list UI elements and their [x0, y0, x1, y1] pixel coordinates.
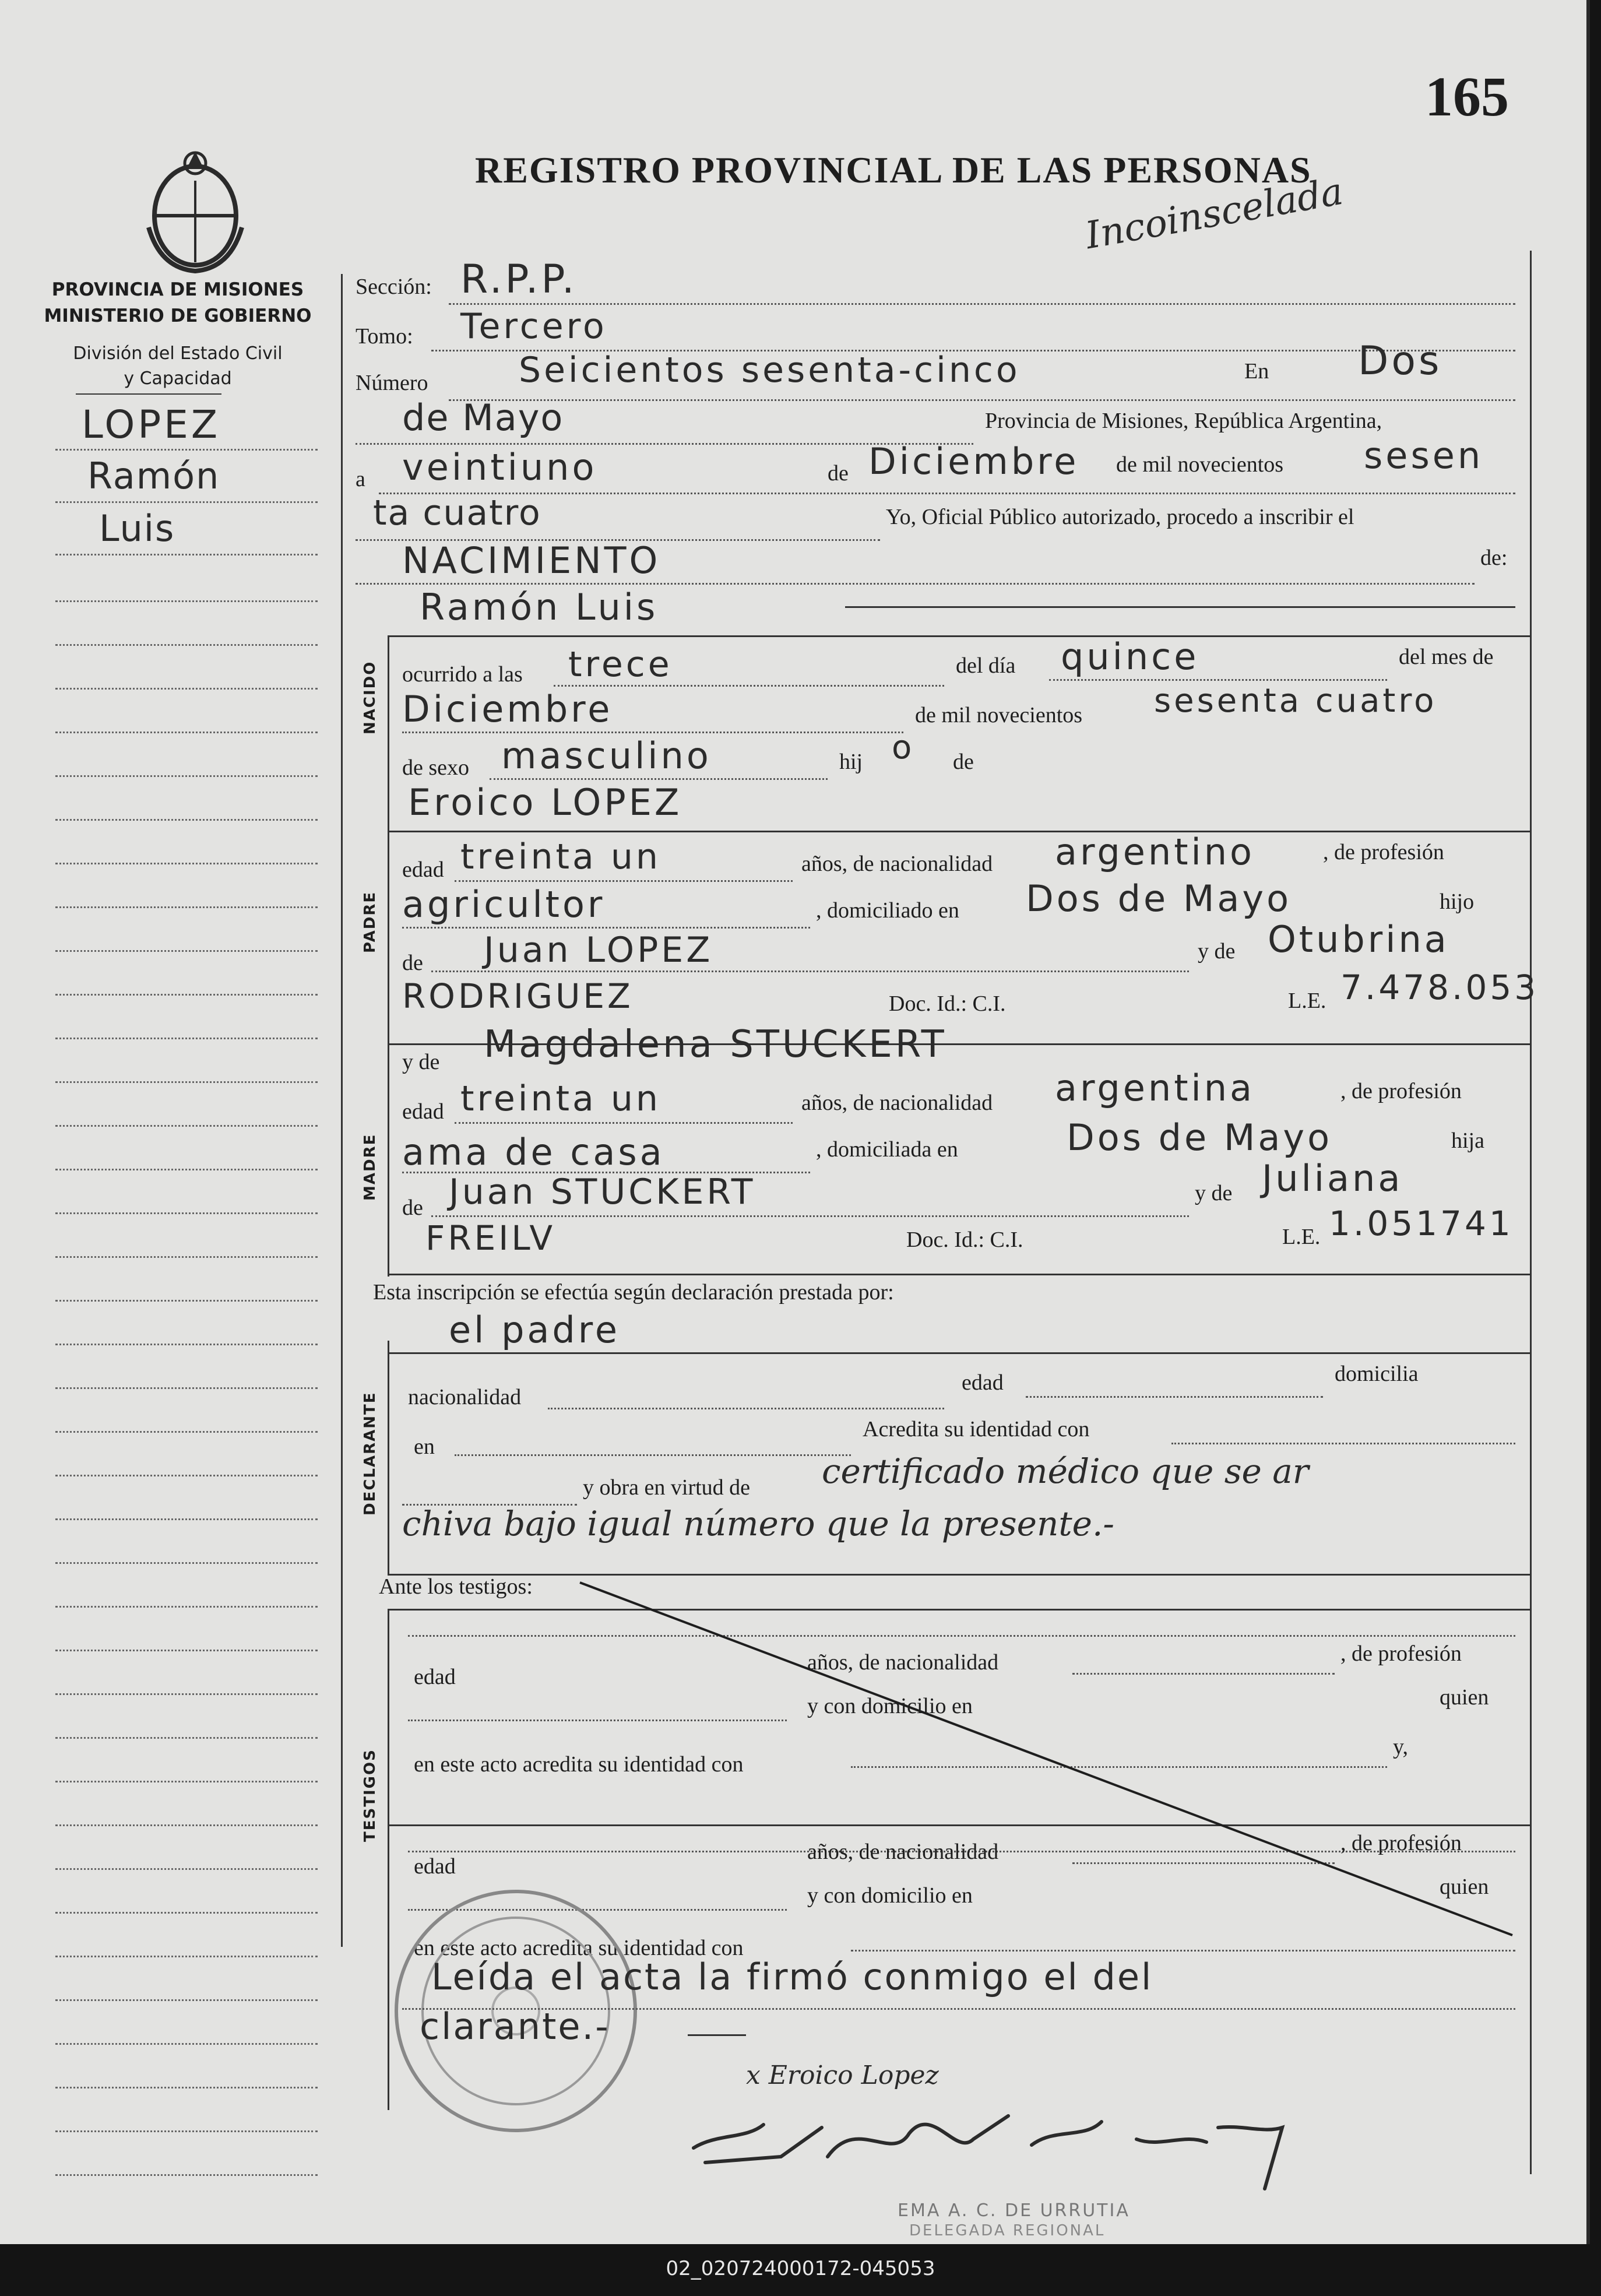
- testigo1-edad-label: edad: [414, 1665, 456, 1689]
- padre-apellido: RODRIGUEZ: [402, 976, 634, 1016]
- declarante-section-label: DECLARANTE: [361, 1391, 379, 1516]
- padre-padre-de: Juan LOPEZ: [484, 930, 713, 971]
- mes-label: del mes de: [1399, 645, 1494, 669]
- declarante-domicilia-label: domicilia: [1335, 1362, 1419, 1386]
- top-annotation: Incoinscelada: [1082, 170, 1346, 258]
- declarante-acredita-label: Acredita su identidad con: [863, 1417, 1090, 1441]
- padre-hijo-label: hijo: [1440, 889, 1475, 914]
- madre-section-label: MADRE: [361, 1133, 379, 1201]
- de2-label: de:: [1480, 546, 1508, 570]
- margin-surname: LOPEZ: [82, 402, 221, 447]
- padre-le-label: L.E.: [1288, 989, 1326, 1013]
- sexo-value: masculino: [501, 734, 712, 777]
- declarant-signature: x Eroico Lopez: [746, 2061, 939, 2090]
- madre-le-label: L.E.: [1282, 1225, 1321, 1249]
- a-label: a: [356, 467, 365, 491]
- padre-section-label: PADRE: [361, 891, 379, 953]
- padre-prof-label: , de profesión: [1323, 840, 1444, 864]
- declarante-obra-value-2: chiva bajo igual número que la presente.-: [402, 1504, 1115, 1543]
- closing-line-2: clarante.-: [420, 2005, 610, 2048]
- sexo-label: de sexo: [402, 755, 470, 780]
- image-caption: 02_020724000172-045053: [666, 2257, 935, 2280]
- dept-line-2: MINISTERIO DE GOBIERNO: [44, 305, 312, 326]
- madre-doc-label: Doc. Id.: C.I.: [906, 1228, 1023, 1252]
- madre-madre-de: Juliana: [1262, 1157, 1403, 1200]
- testigo2-edad-label: edad: [414, 1854, 456, 1879]
- nacido-mil-label: de mil novecientos: [915, 703, 1083, 727]
- madre-yde2-label: y de: [1195, 1181, 1233, 1205]
- closing-dash: [688, 2034, 746, 2036]
- en-value: Dos: [1358, 338, 1442, 384]
- madre-nombre-value: Magdalena STUCKERT: [484, 1023, 947, 1066]
- hij-label: hij: [839, 750, 863, 774]
- padre-yde-label: y de: [1198, 939, 1236, 964]
- declaracion-value: el padre: [449, 1309, 621, 1351]
- padre-dom-label: , domiciliado en: [816, 898, 959, 923]
- hij-value: o: [892, 729, 915, 766]
- dept-line-1: PROVINCIA DE MISIONES: [51, 279, 304, 300]
- madre-de-label: de: [402, 1196, 423, 1220]
- testigo1-acredita-label: en este acto acredita su identidad con: [414, 1752, 744, 1777]
- stamp-line-2: DELEGADA REGIONAL: [909, 2222, 1106, 2239]
- dept-line-3: División del Estado Civil: [73, 343, 283, 364]
- madre-prof-label: , de profesión: [1340, 1079, 1462, 1103]
- ocurrido-label: ocurrido a las: [402, 662, 523, 687]
- madre-le-value: 1.051741: [1329, 1204, 1514, 1243]
- place-value: de Mayo: [402, 396, 564, 439]
- declarante-en-label: en: [414, 1434, 435, 1459]
- page-number: 165: [1425, 65, 1509, 128]
- mes-value: Diciembre: [868, 440, 1079, 483]
- numero-label: Número: [356, 371, 428, 395]
- testigo2-quien-label: quien: [1440, 1875, 1489, 1899]
- testigo2-prof-label: , de profesión: [1340, 1831, 1462, 1855]
- provincia-text: Provincia de Misiones, República Argentina,: [985, 409, 1382, 433]
- padre-prof-value: agricultor: [402, 883, 606, 926]
- acto-value: NACIMIENTO: [402, 539, 661, 582]
- madre-hija-label: hija: [1451, 1128, 1484, 1153]
- madre-nac-value: argentina: [1055, 1067, 1255, 1109]
- testigo2-dom-label: y con domicilio en: [807, 1883, 973, 1908]
- seccion-value: R.P.P.: [460, 256, 578, 303]
- nombre-value: Ramón Luis: [420, 586, 659, 628]
- dept-line-4: y Capacidad: [124, 368, 232, 389]
- madre-padre-de: Juan STUCKERT: [449, 1172, 756, 1212]
- testigo1-quien-label: quien: [1440, 1685, 1489, 1710]
- testigo1-prof-label: , de profesión: [1340, 1641, 1462, 1666]
- de-label: de: [828, 461, 849, 486]
- madre-yde-label: y de: [402, 1050, 440, 1074]
- padre-de-label: de: [402, 951, 423, 975]
- seccion-label: Sección:: [356, 275, 432, 299]
- padre-dom-value: Dos de Mayo: [1026, 877, 1292, 920]
- testigos-section-label: TESTIGOS: [361, 1749, 379, 1842]
- mil-label: de mil novecientos: [1116, 452, 1284, 477]
- madre-prof-value: ama de casa: [402, 1131, 665, 1173]
- officer-signature-icon: [682, 2093, 1381, 2192]
- anio-value-2: ta cuatro: [373, 493, 541, 533]
- testigo2-nac-label: años, de nacionalidad: [807, 1840, 999, 1864]
- margin-name-1: Ramón: [87, 455, 220, 497]
- dia-value: veintiuno: [402, 446, 597, 488]
- declarante-obra-value-1: certificado médico que se ar: [822, 1451, 1309, 1491]
- oficial-text: Yo, Oficial Público autorizado, procedo a inscribir el: [886, 505, 1354, 529]
- declaracion-text: Esta inscripción se efectúa según declaración prestada por:: [373, 1280, 894, 1305]
- padre-nac-label: años, de nacionalidad: [801, 852, 993, 876]
- padre-nac-value: argentino: [1055, 831, 1255, 873]
- madre-dom-value: Dos de Mayo: [1067, 1116, 1333, 1159]
- page-title: REGISTRO PROVINCIAL DE LAS PERSONAS: [475, 149, 1312, 191]
- padre-nombre: Eroico LOPEZ: [408, 781, 682, 824]
- testigo1-dom-label: y con domicilio en: [807, 1694, 973, 1718]
- closing-line-1: Leída el acta la firmó conmigo el del: [431, 1956, 1153, 1998]
- madre-edad-label: edad: [402, 1099, 444, 1124]
- hora-value: trece: [568, 644, 673, 685]
- nacido-section-label: NACIDO: [361, 660, 379, 734]
- nacido-dia-value: quince: [1061, 635, 1199, 678]
- madre-nac-label: años, de nacionalidad: [801, 1091, 993, 1115]
- nacido-anio-value: sesenta cuatro: [1154, 682, 1437, 720]
- padre-le-value: 7.478.053: [1340, 968, 1539, 1007]
- anio-value-1: sesen: [1364, 434, 1484, 477]
- tomo-value: Tercero: [460, 306, 607, 347]
- dia-label: del día: [956, 653, 1016, 678]
- madre-apellido: FREILV: [425, 1218, 556, 1258]
- tomo-label: Tomo:: [356, 324, 413, 349]
- declarante-obra-label: y obra en virtud de: [583, 1475, 751, 1500]
- padre-madre-de: Otubrina: [1268, 918, 1449, 961]
- padre-edad-label: edad: [402, 857, 444, 882]
- madre-edad-value: treinta un: [460, 1078, 661, 1119]
- margin-name-2: Luis: [99, 507, 175, 550]
- declarante-nac-label: nacionalidad: [408, 1385, 522, 1409]
- numero-value: Seicientos sesenta-cinco: [519, 350, 1021, 391]
- nacido-mes-value: Diciembre: [402, 688, 613, 730]
- declarante-edad-label: edad: [962, 1370, 1004, 1395]
- en-label: En: [1244, 359, 1269, 384]
- testigo1-y-label: y,: [1393, 1735, 1409, 1759]
- stamp-line-1: EMA A. C. DE URRUTIA: [898, 2200, 1130, 2221]
- padre-edad-value: treinta un: [460, 836, 661, 877]
- testigo2-acredita-label: en este acto acredita su identidad con: [414, 1936, 744, 1960]
- testigos-ante-label: Ante los testigos:: [379, 1574, 533, 1599]
- padre-doc-label: Doc. Id.: C.I.: [889, 991, 1006, 1016]
- nacido-de-label: de: [953, 750, 974, 774]
- madre-dom-label: , domiciliada en: [816, 1137, 958, 1162]
- testigo1-nac-label: años, de nacionalidad: [807, 1650, 999, 1675]
